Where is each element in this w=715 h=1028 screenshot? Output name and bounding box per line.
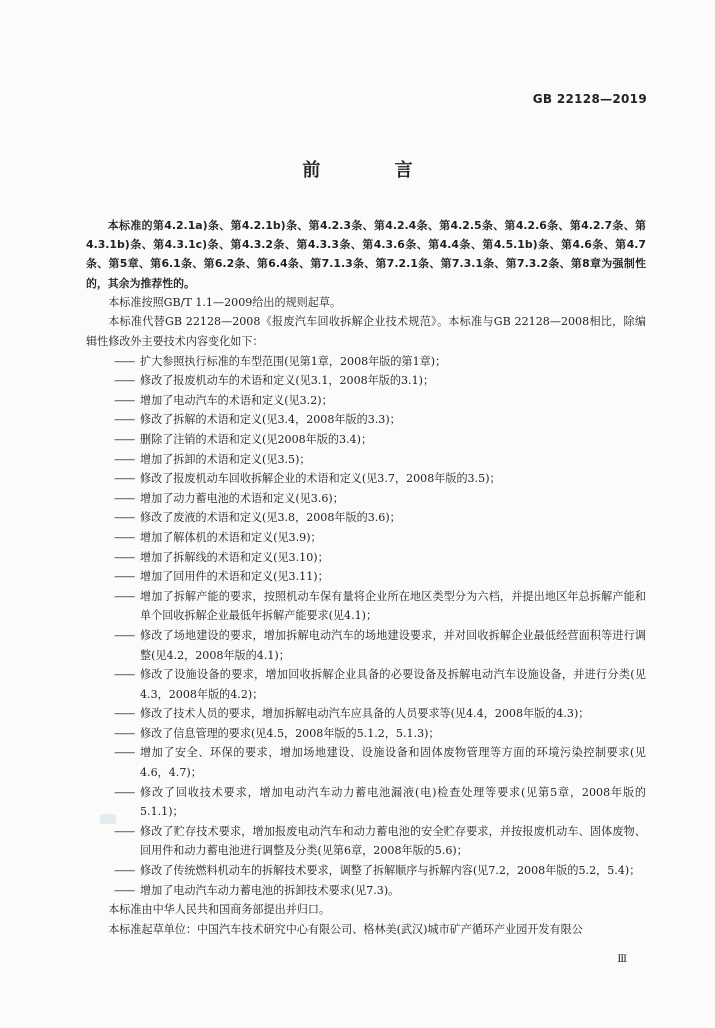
change-text: 增加了动力蓄电池的术语和定义(见3.6)； [140,491,344,505]
list-dash: —— [114,883,135,897]
change-item [86,881,646,901]
change-item [86,489,646,509]
change-item [86,567,646,587]
change-text: 删除了注销的术语和定义(见2008年版的3.4)； [140,432,373,446]
section-title: 前 言 [302,160,447,181]
list-dash: —— [114,354,135,368]
change-item [86,822,646,861]
change-item [86,528,646,548]
foreword-body [86,216,646,939]
standard-code: GB 22128—2019 [532,92,647,106]
change-text: 增加了拆卸的术语和定义(见3.5)； [140,452,311,466]
list-dash: —— [114,746,135,760]
change-item [86,861,646,881]
change-text: 修改了拆解的术语和定义(见3.4，2008年版的3.3)； [140,413,401,427]
change-item [86,430,646,450]
mandatory-clauses-paragraph: 本标准的第4.2.1a)条、第4.2.1b)条、第4.2.3条、第4.2.4条、第4.2.5条、第4.2.6条、第4.2.7条、第4.3.1b)条、第4.3.1c)条、第4.3.2条、第4.3.3条、第4.3.6条、第4.4条、第4.5.1b)条、第4.6条、第4.7条、第5章、第6.1条、第6.2条、第6.4条、第7.1.3条、第7.2.1条、第7.3.1条、第7.3.2条、第8章为强制性的，其余为推荐性的。 [86,219,646,290]
change-item [86,352,646,372]
change-item [86,469,646,489]
scan-artifact [100,814,116,824]
change-text: 修改了报废机动车回收拆解企业的术语和定义(见3.7，2008年版的3.5)； [140,472,501,486]
change-text: 修改了报废机动车的术语和定义(见3.1，2008年版的3.1)； [140,374,435,388]
page-number: Ⅲ [617,954,627,965]
proposer-paragraph: 本标准由中华人民共和国商务部提出并归口。 [108,903,331,917]
list-dash: —— [114,707,135,721]
change-item [86,587,646,626]
change-text: 增加了拆解产能的要求，按照机动车保有量将企业所在地区类型分为六档，并提出地区年总拆解产能和单个回收拆解企业最低年拆解产能要求(见4.1)； [140,589,646,623]
list-dash: —— [114,668,135,682]
change-text: 修改了传统燃料机动车的拆解技术要求，调整了拆解顺序与拆解内容(见7.2，2008年版的5.2，5.4)； [140,864,641,878]
list-dash: —— [114,785,135,799]
change-text: 修改了废液的术语和定义(见3.8，2008年版的3.6)； [140,511,401,525]
change-item [86,548,646,568]
list-dash: —— [114,570,135,584]
change-text: 修改了贮存技术要求，增加报废电动汽车和动力蓄电池的安全贮存要求，并按报废机动车、固体废物、回用件和动力蓄电池进行调整及分类(见第6章，2008年版的5.6)； [140,824,646,858]
change-item [86,704,646,724]
list-dash: —— [114,589,135,603]
change-item [86,724,646,744]
change-item [86,508,646,528]
list-dash: —— [114,726,135,740]
drafting-rules-paragraph: 本标准按照GB/T 1.1—2009给出的规则起草。 [108,295,342,309]
change-text: 增加了拆解线的术语和定义(见3.10)； [140,550,329,564]
changes-list [86,352,646,901]
list-dash: —— [114,374,135,388]
change-item [86,783,646,822]
drafting-units-paragraph: 本标准起草单位：中国汽车技术研究中心有限公司、格林美(武汉)城市矿产循环产业园开发有限公 [108,922,583,936]
change-item [86,410,646,430]
list-dash: —— [114,628,135,642]
change-text: 增加了安全、环保的要求，增加场地建设、设施设备和固体废物管理等方面的环境污染控制要求(见4.6，4.7)； [140,746,646,780]
list-dash: —— [114,413,135,427]
list-dash: —— [114,472,135,486]
change-item [86,665,646,704]
change-text: 修改了信息管理的要求(见4.5，2008年版的5.1.2，5.1.3)； [140,726,440,740]
list-dash: —— [114,452,135,466]
change-text: 增加了电动汽车的术语和定义(见3.2)； [140,393,333,407]
list-dash: —— [114,530,135,544]
change-item [86,626,646,665]
replacement-paragraph: 本标准代替GB 22128—2008《报废汽车回收拆解企业技术规范》。本标准与GB 22128—2008相比，除编辑性修改外主要技术内容变化如下： [86,315,646,348]
change-text: 修改了场地建设的要求，增加拆解电动汽车的场地建设要求，并对回收拆解企业最低经营面积等进行调整(见4.2，2008年版的4.1)； [140,628,646,662]
change-item [86,391,646,411]
list-dash: —— [114,824,135,838]
list-dash: —— [114,511,135,525]
change-text: 增加了回用件的术语和定义(见3.11)； [140,570,329,584]
change-item [86,743,646,782]
change-item [86,450,646,470]
list-dash: —— [114,393,135,407]
list-dash: —— [114,550,135,564]
list-dash: —— [114,491,135,505]
list-dash: —— [114,432,135,446]
list-dash: —— [114,864,135,878]
change-item [86,371,646,391]
change-text: 修改了回收技术要求，增加电动汽车动力蓄电池漏液(电)检查处理等要求(见第5章，2008年版的5.1.1)； [140,785,646,819]
change-text: 修改了设施设备的要求，增加回收拆解企业具备的必要设备及拆解电动汽车设施设备，并进行分类(见4.3，2008年版的4.2)； [140,668,646,701]
change-text: 增加了解体机的术语和定义(见3.9)； [140,530,322,544]
change-text: 修改了技术人员的要求，增加拆解电动汽车应具备的人员要求等(见4.4，2008年版的4.3)； [140,707,590,721]
change-text: 扩大参照执行标准的车型范围(见第1章，2008年版的第1章)； [140,354,447,368]
change-text: 增加了电动汽车动力蓄电池的拆卸技术要求(见7.3)。 [140,883,400,897]
